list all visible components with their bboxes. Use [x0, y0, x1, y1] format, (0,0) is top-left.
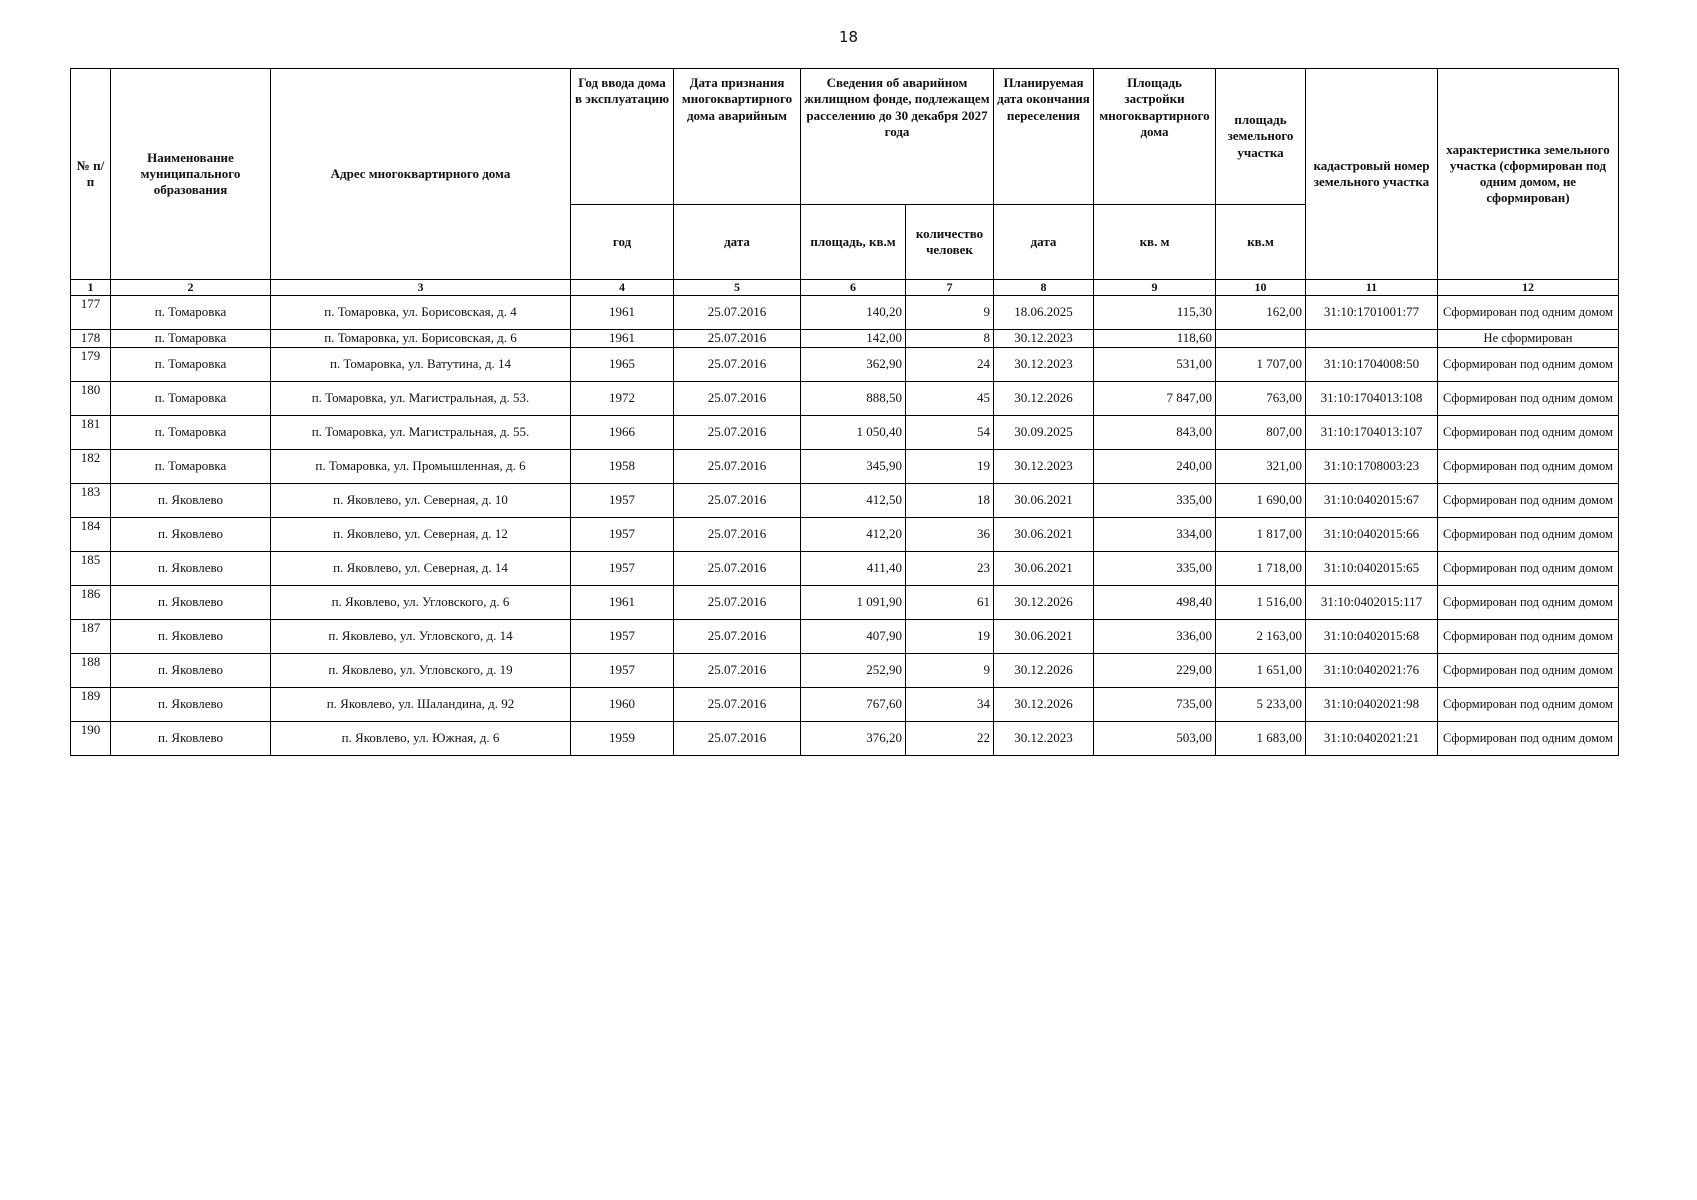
header-building-area: Площадь застройки многоквартирного дома — [1094, 69, 1216, 205]
building-area-cell: 115,30 — [1094, 296, 1216, 330]
building-area-cell: 503,00 — [1094, 721, 1216, 755]
address-cell: п. Томаровка, ул. Магистральная, д. 55. — [271, 415, 571, 449]
year-cell: 1959 — [571, 721, 674, 755]
building-area-cell: 334,00 — [1094, 517, 1216, 551]
row-number: 179 — [71, 347, 111, 381]
planned-date-cell: 30.06.2021 — [994, 551, 1094, 585]
address-cell: п. Яковлево, ул. Шаландина, д. 92 — [271, 687, 571, 721]
address-cell: п. Томаровка, ул. Борисовская, д. 4 — [271, 296, 571, 330]
address-cell: п. Яковлево, ул. Северная, д. 12 — [271, 517, 571, 551]
planned-date-cell: 30.12.2023 — [994, 449, 1094, 483]
characteristic-cell: Сформирован под одним домом — [1438, 415, 1619, 449]
emergency-date-cell: 25.07.2016 — [674, 449, 801, 483]
cadastral-cell: 31:10:0402015:117 — [1306, 585, 1438, 619]
area-cell: 140,20 — [801, 296, 906, 330]
land-area-cell: 162,00 — [1216, 296, 1306, 330]
people-cell: 19 — [906, 449, 994, 483]
building-area-cell: 531,00 — [1094, 347, 1216, 381]
row-number: 180 — [71, 381, 111, 415]
municipality-cell: п. Томаровка — [111, 296, 271, 330]
land-area-cell: 1 651,00 — [1216, 653, 1306, 687]
planned-date-cell: 18.06.2025 — [994, 296, 1094, 330]
table-row — [71, 551, 1619, 585]
area-cell: 252,90 — [801, 653, 906, 687]
people-cell: 45 — [906, 381, 994, 415]
header-municipality: Наименование муниципального образования — [111, 69, 271, 280]
area-cell: 142,00 — [801, 330, 906, 348]
column-number: 8 — [994, 280, 1094, 296]
building-area-cell: 7 847,00 — [1094, 381, 1216, 415]
planned-date-cell: 30.12.2026 — [994, 585, 1094, 619]
emergency-date-cell: 25.07.2016 — [674, 415, 801, 449]
cadastral-cell: 31:10:0402015:66 — [1306, 517, 1438, 551]
area-cell: 888,50 — [801, 381, 906, 415]
municipality-cell: п. Яковлево — [111, 721, 271, 755]
row-number: 181 — [71, 415, 111, 449]
people-cell: 19 — [906, 619, 994, 653]
cadastral-cell: 31:10:1704013:108 — [1306, 381, 1438, 415]
cadastral-cell: 31:10:0402021:76 — [1306, 653, 1438, 687]
land-area-cell: 1 707,00 — [1216, 347, 1306, 381]
address-cell: п. Яковлево, ул. Угловского, д. 19 — [271, 653, 571, 687]
header-cadastral: кадастровый номер земельного участка — [1306, 69, 1438, 280]
row-number: 177 — [71, 296, 111, 330]
table-body — [71, 296, 1619, 756]
people-cell: 9 — [906, 653, 994, 687]
municipality-cell: п. Яковлево — [111, 687, 271, 721]
people-cell: 8 — [906, 330, 994, 348]
characteristic-cell: Сформирован под одним домом — [1438, 517, 1619, 551]
municipality-cell: п. Яковлево — [111, 517, 271, 551]
column-number: 7 — [906, 280, 994, 296]
planned-date-cell: 30.12.2023 — [994, 347, 1094, 381]
characteristic-cell: Сформирован под одним домом — [1438, 449, 1619, 483]
header-address: Адрес многоквартирного дома — [271, 69, 571, 280]
building-area-cell: 335,00 — [1094, 483, 1216, 517]
land-area-cell: 2 163,00 — [1216, 619, 1306, 653]
municipality-cell: п. Яковлево — [111, 551, 271, 585]
table-row — [71, 449, 1619, 483]
building-area-cell: 843,00 — [1094, 415, 1216, 449]
characteristic-cell: Сформирован под одним домом — [1438, 687, 1619, 721]
land-area-cell: 763,00 — [1216, 381, 1306, 415]
column-number: 10 — [1216, 280, 1306, 296]
municipality-cell: п. Яковлево — [111, 585, 271, 619]
cadastral-cell: 31:10:0402015:65 — [1306, 551, 1438, 585]
subheader-planned-date: дата — [994, 205, 1094, 280]
year-cell: 1961 — [571, 296, 674, 330]
municipality-cell: п. Яковлево — [111, 653, 271, 687]
row-number: 190 — [71, 721, 111, 755]
land-area-cell: 1 718,00 — [1216, 551, 1306, 585]
building-area-cell: 118,60 — [1094, 330, 1216, 348]
column-number: 11 — [1306, 280, 1438, 296]
characteristic-cell: Сформирован под одним домом — [1438, 721, 1619, 755]
cadastral-cell: 31:10:0402021:21 — [1306, 721, 1438, 755]
area-cell: 767,60 — [801, 687, 906, 721]
header-year-built: Год ввода дома в эксплуатацию — [571, 69, 674, 205]
header-n: № п/п — [71, 69, 111, 280]
header-land-area: площадь земельного участка — [1216, 69, 1306, 205]
characteristic-cell: Сформирован под одним домом — [1438, 483, 1619, 517]
emergency-date-cell: 25.07.2016 — [674, 653, 801, 687]
emergency-housing-table — [70, 68, 1619, 756]
table-row — [71, 517, 1619, 551]
page-number: 18 — [838, 28, 859, 46]
area-cell: 362,90 — [801, 347, 906, 381]
emergency-date-cell: 25.07.2016 — [674, 721, 801, 755]
row-number: 183 — [71, 483, 111, 517]
header-emergency-date: Дата признания многоквартирного дома аварийным — [674, 69, 801, 205]
people-cell: 9 — [906, 296, 994, 330]
year-cell: 1972 — [571, 381, 674, 415]
land-area-cell: 321,00 — [1216, 449, 1306, 483]
table-row — [71, 687, 1619, 721]
table-row — [71, 415, 1619, 449]
land-area-cell: 1 817,00 — [1216, 517, 1306, 551]
area-cell: 412,50 — [801, 483, 906, 517]
characteristic-cell: Сформирован под одним домом — [1438, 381, 1619, 415]
year-cell: 1957 — [571, 653, 674, 687]
characteristic-cell: Сформирован под одним домом — [1438, 347, 1619, 381]
land-area-cell: 807,00 — [1216, 415, 1306, 449]
row-number: 178 — [71, 330, 111, 348]
header-planned-end: Планируемая дата окончания переселения — [994, 69, 1094, 205]
address-cell: п. Яковлево, ул. Угловского, д. 14 — [271, 619, 571, 653]
emergency-date-cell: 25.07.2016 — [674, 381, 801, 415]
emergency-date-cell: 25.07.2016 — [674, 483, 801, 517]
year-cell: 1957 — [571, 483, 674, 517]
cadastral-cell: 31:10:0402015:67 — [1306, 483, 1438, 517]
planned-date-cell: 30.12.2026 — [994, 687, 1094, 721]
planned-date-cell: 30.12.2026 — [994, 381, 1094, 415]
building-area-cell: 335,00 — [1094, 551, 1216, 585]
table-row — [71, 296, 1619, 330]
area-cell: 407,90 — [801, 619, 906, 653]
characteristic-cell: Сформирован под одним домом — [1438, 296, 1619, 330]
table-row — [71, 483, 1619, 517]
cadastral-cell: 31:10:1708003:23 — [1306, 449, 1438, 483]
people-cell: 23 — [906, 551, 994, 585]
year-cell: 1958 — [571, 449, 674, 483]
characteristic-cell: Сформирован под одним домом — [1438, 551, 1619, 585]
header-fund-info: Сведения об аварийном жилищном фонде, подлежащем расселению до 30 декабря 2027 года — [801, 69, 994, 205]
emergency-date-cell: 25.07.2016 — [674, 330, 801, 348]
column-number: 5 — [674, 280, 801, 296]
characteristic-cell: Сформирован под одним домом — [1438, 585, 1619, 619]
subheader-year: год — [571, 205, 674, 280]
row-number: 187 — [71, 619, 111, 653]
municipality-cell: п. Яковлево — [111, 483, 271, 517]
address-cell: п. Яковлево, ул. Северная, д. 14 — [271, 551, 571, 585]
planned-date-cell: 30.12.2023 — [994, 330, 1094, 348]
area-cell: 1 050,40 — [801, 415, 906, 449]
address-cell: п. Яковлево, ул. Южная, д. 6 — [271, 721, 571, 755]
emergency-date-cell: 25.07.2016 — [674, 585, 801, 619]
building-area-cell: 735,00 — [1094, 687, 1216, 721]
municipality-cell: п. Томаровка — [111, 449, 271, 483]
table-row — [71, 585, 1619, 619]
land-area-cell: 1 516,00 — [1216, 585, 1306, 619]
area-cell: 376,20 — [801, 721, 906, 755]
characteristic-cell: Не сформирован — [1438, 330, 1619, 348]
year-cell: 1957 — [571, 551, 674, 585]
subheader-people: количество человек — [906, 205, 994, 280]
subheader-land-unit: кв.м — [1216, 205, 1306, 280]
table-row — [71, 330, 1619, 348]
table-row — [71, 619, 1619, 653]
address-cell: п. Томаровка, ул. Борисовская, д. 6 — [271, 330, 571, 348]
header-characteristic: характеристика земельного участка (сформирован под одним домом, не сформирован) — [1438, 69, 1619, 280]
land-area-cell: 1 690,00 — [1216, 483, 1306, 517]
land-area-cell — [1216, 330, 1306, 348]
planned-date-cell: 30.12.2026 — [994, 653, 1094, 687]
area-cell: 1 091,90 — [801, 585, 906, 619]
column-number: 12 — [1438, 280, 1619, 296]
row-number: 188 — [71, 653, 111, 687]
table-row — [71, 347, 1619, 381]
address-cell: п. Томаровка, ул. Магистральная, д. 53. — [271, 381, 571, 415]
address-cell: п. Томаровка, ул. Промышленная, д. 6 — [271, 449, 571, 483]
cadastral-cell: 31:10:0402015:68 — [1306, 619, 1438, 653]
cadastral-cell: 31:10:1701001:77 — [1306, 296, 1438, 330]
emergency-date-cell: 25.07.2016 — [674, 296, 801, 330]
subheader-date: дата — [674, 205, 801, 280]
planned-date-cell: 30.06.2021 — [994, 517, 1094, 551]
address-cell: п. Томаровка, ул. Ватутина, д. 14 — [271, 347, 571, 381]
column-number: 1 — [71, 280, 111, 296]
municipality-cell: п. Томаровка — [111, 415, 271, 449]
subheader-building-unit: кв. м — [1094, 205, 1216, 280]
emergency-date-cell: 25.07.2016 — [674, 347, 801, 381]
land-area-cell: 5 233,00 — [1216, 687, 1306, 721]
characteristic-cell: Сформирован под одним домом — [1438, 619, 1619, 653]
people-cell: 22 — [906, 721, 994, 755]
cadastral-cell: 31:10:1704008:50 — [1306, 347, 1438, 381]
building-area-cell: 240,00 — [1094, 449, 1216, 483]
year-cell: 1957 — [571, 619, 674, 653]
building-area-cell: 229,00 — [1094, 653, 1216, 687]
cadastral-cell — [1306, 330, 1438, 348]
area-cell: 345,90 — [801, 449, 906, 483]
row-number: 185 — [71, 551, 111, 585]
people-cell: 54 — [906, 415, 994, 449]
planned-date-cell: 30.09.2025 — [994, 415, 1094, 449]
planned-date-cell: 30.12.2023 — [994, 721, 1094, 755]
people-cell: 34 — [906, 687, 994, 721]
emergency-date-cell: 25.07.2016 — [674, 687, 801, 721]
column-number: 2 — [111, 280, 271, 296]
planned-date-cell: 30.06.2021 — [994, 619, 1094, 653]
subheader-area: площадь, кв.м — [801, 205, 906, 280]
address-cell: п. Яковлево, ул. Угловского, д. 6 — [271, 585, 571, 619]
row-number: 184 — [71, 517, 111, 551]
column-number-row — [71, 280, 1619, 296]
row-number: 189 — [71, 687, 111, 721]
cadastral-cell: 31:10:1704013:107 — [1306, 415, 1438, 449]
year-cell: 1965 — [571, 347, 674, 381]
area-cell: 411,40 — [801, 551, 906, 585]
municipality-cell: п. Яковлево — [111, 619, 271, 653]
column-number: 6 — [801, 280, 906, 296]
people-cell: 24 — [906, 347, 994, 381]
column-number: 3 — [271, 280, 571, 296]
table-row — [71, 381, 1619, 415]
emergency-date-cell: 25.07.2016 — [674, 619, 801, 653]
address-cell: п. Яковлево, ул. Северная, д. 10 — [271, 483, 571, 517]
municipality-cell: п. Томаровка — [111, 330, 271, 348]
people-cell: 36 — [906, 517, 994, 551]
emergency-date-cell: 25.07.2016 — [674, 551, 801, 585]
building-area-cell: 336,00 — [1094, 619, 1216, 653]
municipality-cell: п. Томаровка — [111, 347, 271, 381]
row-number: 182 — [71, 449, 111, 483]
emergency-date-cell: 25.07.2016 — [674, 517, 801, 551]
planned-date-cell: 30.06.2021 — [994, 483, 1094, 517]
row-number: 186 — [71, 585, 111, 619]
municipality-cell: п. Томаровка — [111, 381, 271, 415]
year-cell: 1957 — [571, 517, 674, 551]
column-number: 9 — [1094, 280, 1216, 296]
area-cell: 412,20 — [801, 517, 906, 551]
cadastral-cell: 31:10:0402021:98 — [1306, 687, 1438, 721]
table-row — [71, 653, 1619, 687]
table-row — [71, 721, 1619, 755]
year-cell: 1960 — [571, 687, 674, 721]
people-cell: 18 — [906, 483, 994, 517]
year-cell: 1966 — [571, 415, 674, 449]
column-number: 4 — [571, 280, 674, 296]
building-area-cell: 498,40 — [1094, 585, 1216, 619]
people-cell: 61 — [906, 585, 994, 619]
year-cell: 1961 — [571, 585, 674, 619]
land-area-cell: 1 683,00 — [1216, 721, 1306, 755]
year-cell: 1961 — [571, 330, 674, 348]
characteristic-cell: Сформирован под одним домом — [1438, 653, 1619, 687]
